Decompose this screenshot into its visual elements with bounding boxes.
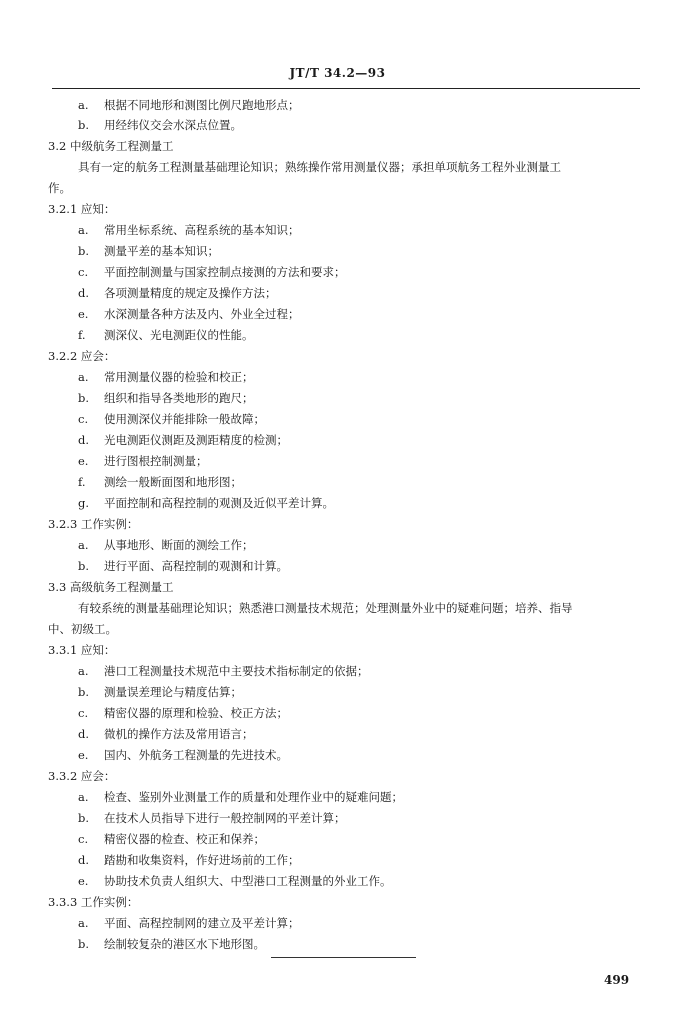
item-label: d. bbox=[78, 853, 90, 867]
item-text: 从事地形、断面的测绘工作； bbox=[104, 538, 254, 552]
subsection-heading: 3.2.3 工作实例： bbox=[48, 517, 139, 531]
list-item bbox=[78, 682, 242, 702]
item-text: 各项测量精度的规定及操作方法； bbox=[104, 286, 277, 300]
item-text: 微机的操作方法及常用语言； bbox=[104, 727, 254, 741]
subsection-heading: 3.2.1 应知： bbox=[48, 202, 116, 216]
item-text: 使用测深仪并能排除一般故障； bbox=[104, 412, 265, 426]
paragraph-line: 中、初级工。 bbox=[48, 622, 117, 636]
list-item bbox=[78, 241, 219, 261]
list-item bbox=[78, 661, 369, 681]
subsection-heading: 3.3.2 应会： bbox=[48, 769, 116, 783]
paragraph-line: 作。 bbox=[48, 181, 71, 195]
list-item bbox=[78, 430, 288, 450]
item-label: a. bbox=[78, 916, 89, 930]
list-item bbox=[78, 283, 277, 303]
item-label: b. bbox=[78, 685, 90, 699]
item-text: 协助技术负责人组织大、中型港口工程测量的外业工作。 bbox=[104, 874, 392, 888]
item-label: b. bbox=[78, 937, 90, 951]
item-text: 在技术人员指导下进行一般控制网的平差计算； bbox=[104, 811, 346, 825]
list-item bbox=[78, 934, 265, 954]
footer-rule bbox=[271, 957, 416, 958]
document-code-header: JT/T 34.2—93 bbox=[289, 66, 386, 80]
item-text: 常用测量仪器的检验和校正； bbox=[104, 370, 254, 384]
list-item bbox=[78, 325, 254, 345]
list-item bbox=[78, 409, 265, 429]
item-text: 测量平差的基本知识； bbox=[104, 244, 219, 258]
item-label: b. bbox=[78, 811, 90, 825]
item-label: a. bbox=[78, 790, 89, 804]
item-text: 进行图根控制测量； bbox=[104, 454, 208, 468]
item-text: 进行平面、高程控制的观测和计算。 bbox=[104, 559, 288, 573]
item-label: c. bbox=[78, 412, 89, 426]
item-text: 用经纬仪交会水深点位置。 bbox=[104, 118, 242, 132]
item-label: d. bbox=[78, 286, 90, 300]
item-label: a. bbox=[78, 98, 89, 112]
item-label: a. bbox=[78, 664, 89, 678]
item-text: 绘制较复杂的港区水下地形图。 bbox=[104, 937, 265, 951]
item-text: 国内、外航务工程测量的先进技术。 bbox=[104, 748, 288, 762]
list-item bbox=[78, 913, 300, 933]
item-label: b. bbox=[78, 244, 90, 258]
item-text: 测量误差理论与精度估算； bbox=[104, 685, 242, 699]
item-text: 检查、鉴别外业测量工作的质量和处理作业中的疑难问题； bbox=[104, 790, 403, 804]
item-label: g. bbox=[78, 496, 90, 510]
subsection-heading: 3.3.3 工作实例： bbox=[48, 895, 139, 909]
item-text: 精密仪器的检查、校正和保养； bbox=[104, 832, 265, 846]
list-item bbox=[78, 556, 288, 576]
list-item bbox=[78, 808, 346, 828]
item-label: b. bbox=[78, 391, 90, 405]
item-text: 踏勘和收集资料，作好进场前的工作； bbox=[104, 853, 300, 867]
section-heading: 3.3 高级航务工程测量工 bbox=[48, 580, 174, 594]
list-item bbox=[78, 220, 300, 240]
item-label: b. bbox=[78, 559, 90, 573]
list-item bbox=[78, 472, 242, 492]
subsection-heading: 3.2.2 应会： bbox=[48, 349, 116, 363]
list-item bbox=[78, 535, 254, 555]
section-heading: 3.2 中级航务工程测量工 bbox=[48, 139, 174, 153]
item-text: 平面控制测量与国家控制点接测的方法和要求； bbox=[104, 265, 346, 279]
item-label: e. bbox=[78, 307, 89, 321]
item-label: d. bbox=[78, 727, 90, 741]
list-item bbox=[78, 115, 242, 135]
item-text: 水深测量各种方法及内、外业全过程； bbox=[104, 307, 300, 321]
header-rule bbox=[52, 88, 640, 89]
list-item bbox=[78, 745, 288, 765]
list-item bbox=[78, 493, 334, 513]
item-text: 测绘一般断面图和地形图； bbox=[104, 475, 242, 489]
list-item bbox=[78, 724, 254, 744]
list-item bbox=[78, 451, 208, 471]
item-label: e. bbox=[78, 874, 89, 888]
item-label: a. bbox=[78, 370, 89, 384]
paragraph-line: 有较系统的测量基础理论知识；熟悉港口测量技术规范；处理测量外业中的疑难问题；培养、指导 bbox=[78, 601, 573, 615]
item-label: f. bbox=[78, 328, 86, 342]
item-text: 组织和指导各类地形的跑尺； bbox=[104, 391, 254, 405]
item-label: c. bbox=[78, 832, 89, 846]
item-label: e. bbox=[78, 454, 89, 468]
list-item bbox=[78, 95, 300, 115]
item-label: c. bbox=[78, 706, 89, 720]
item-text: 测深仪、光电测距仪的性能。 bbox=[104, 328, 254, 342]
list-item bbox=[78, 304, 300, 324]
item-text: 平面控制和高程控制的观测及近似平差计算。 bbox=[104, 496, 334, 510]
list-item bbox=[78, 787, 403, 807]
subsection-heading: 3.3.1 应知： bbox=[48, 643, 116, 657]
list-item bbox=[78, 703, 288, 723]
paragraph-line: 具有一定的航务工程测量基础理论知识；熟练操作常用测量仪器；承担单项航务工程外业测量工 bbox=[78, 160, 561, 174]
item-text: 常用坐标系统、高程系统的基本知识； bbox=[104, 223, 300, 237]
item-text: 光电测距仪测距及测距精度的检测； bbox=[104, 433, 288, 447]
list-item bbox=[78, 262, 346, 282]
item-label: b. bbox=[78, 118, 90, 132]
item-text: 平面、高程控制网的建立及平差计算； bbox=[104, 916, 300, 930]
item-text: 精密仪器的原理和检验、校正方法； bbox=[104, 706, 288, 720]
item-text: 港口工程测量技术规范中主要技术指标制定的依据； bbox=[104, 664, 369, 678]
item-label: a. bbox=[78, 538, 89, 552]
list-item bbox=[78, 367, 254, 387]
item-text: 根据不同地形和测图比例尺跑地形点； bbox=[104, 98, 300, 112]
item-label: a. bbox=[78, 223, 89, 237]
list-item bbox=[78, 871, 392, 891]
list-item bbox=[78, 829, 265, 849]
list-item bbox=[78, 850, 300, 870]
item-label: f. bbox=[78, 475, 86, 489]
item-label: c. bbox=[78, 265, 89, 279]
item-label: e. bbox=[78, 748, 89, 762]
item-label: d. bbox=[78, 433, 90, 447]
page-number: 499 bbox=[604, 973, 630, 987]
list-item bbox=[78, 388, 254, 408]
